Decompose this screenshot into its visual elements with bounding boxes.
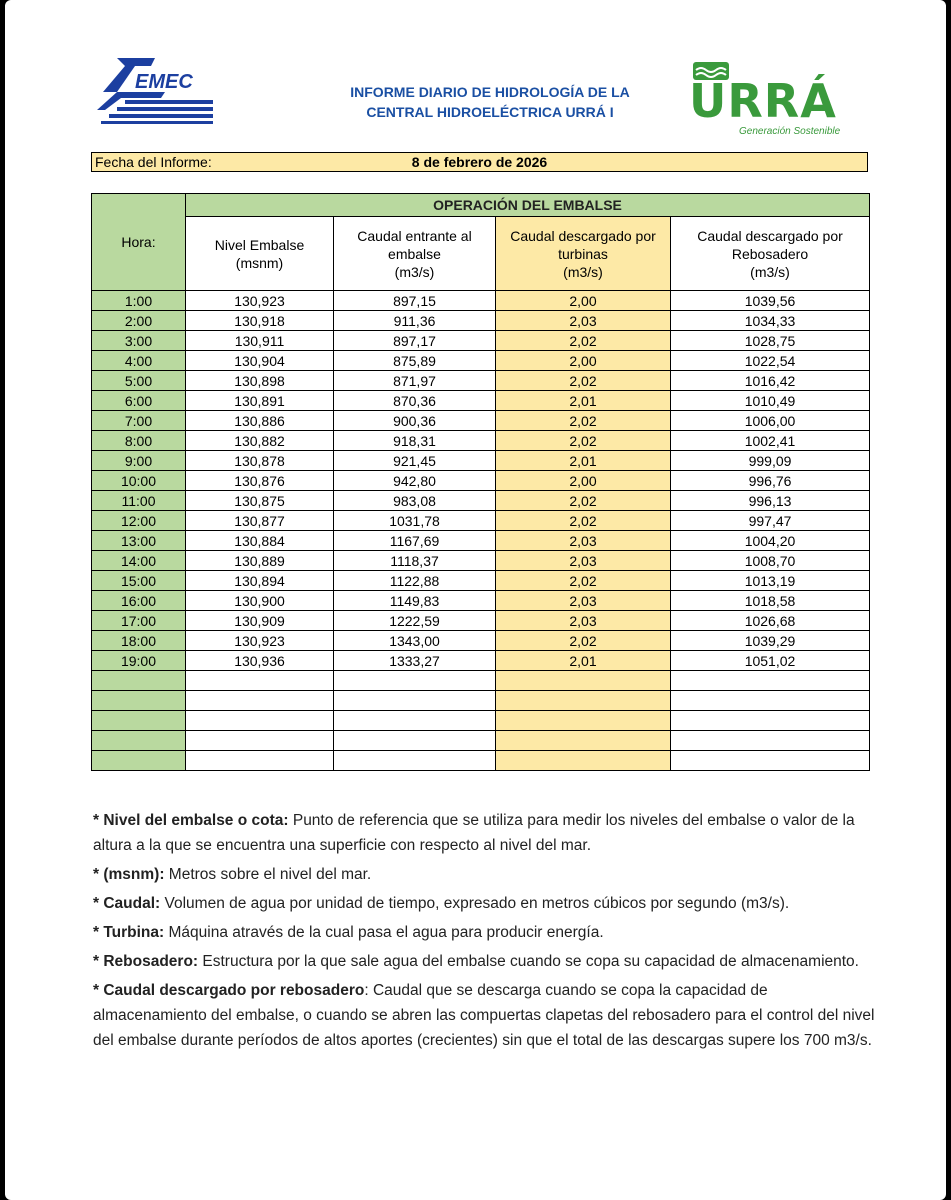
cell-rebosadero: 1026,68 — [671, 611, 870, 631]
cell-entrante: 942,80 — [334, 471, 496, 491]
report-date-bar — [91, 152, 868, 172]
cell-turbinas: 2,03 — [496, 591, 671, 611]
cell-rebosadero: 1034,33 — [671, 311, 870, 331]
cell-turbinas: 2,02 — [496, 411, 671, 431]
table-row — [92, 491, 870, 511]
report-date-value: 8 de febrero de 2026 — [411, 154, 548, 170]
cell-turbinas: 2,03 — [496, 531, 671, 551]
definition-term: * Caudal descargado por rebosadero — [93, 982, 365, 999]
cell-rebosadero: 1006,00 — [671, 411, 870, 431]
cell-hora: 14:00 — [92, 551, 186, 571]
cell-hora — [92, 671, 186, 691]
cell-entrante: 1118,37 — [334, 551, 496, 571]
cell-hora: 18:00 — [92, 631, 186, 651]
cell-nivel — [186, 691, 334, 711]
definition-note — [93, 920, 883, 945]
emec-logo — [95, 52, 215, 127]
cell-hora: 17:00 — [92, 611, 186, 631]
cell-turbinas: 2,01 — [496, 651, 671, 671]
column-header-turbinas-line3: (m3/s) — [563, 263, 603, 280]
cell-nivel: 130,894 — [186, 571, 334, 591]
cell-rebosadero — [671, 711, 870, 731]
table-row — [92, 331, 870, 351]
cell-hora: 8:00 — [92, 431, 186, 451]
table-row — [92, 671, 870, 691]
cell-entrante: 870,36 — [334, 391, 496, 411]
column-header-rebosadero-line1: Caudal descargado por — [697, 227, 843, 244]
cell-hora: 12:00 — [92, 511, 186, 531]
definition-note — [93, 862, 883, 887]
cell-rebosadero: 1039,29 — [671, 631, 870, 651]
cell-turbinas: 2,03 — [496, 611, 671, 631]
cell-nivel: 130,909 — [186, 611, 334, 631]
cell-entrante: 875,89 — [334, 351, 496, 371]
cell-hora: 7:00 — [92, 411, 186, 431]
cell-rebosadero: 1013,19 — [671, 571, 870, 591]
cell-turbinas — [496, 671, 671, 691]
definition-note — [93, 891, 883, 916]
cell-entrante: 983,08 — [334, 491, 496, 511]
table-row — [92, 631, 870, 651]
cell-nivel: 130,889 — [186, 551, 334, 571]
table-row — [92, 291, 870, 311]
column-header-entrante-line2: embalse — [388, 245, 441, 262]
cell-entrante — [334, 751, 496, 771]
cell-turbinas: 2,02 — [496, 511, 671, 531]
cell-turbinas: 2,02 — [496, 371, 671, 391]
table-row — [92, 371, 870, 391]
cell-entrante: 871,97 — [334, 371, 496, 391]
cell-hora: 13:00 — [92, 531, 186, 551]
cell-hora: 5:00 — [92, 371, 186, 391]
table-row — [92, 411, 870, 431]
column-header-turbinas-line2: turbinas — [558, 245, 608, 262]
column-header-rebosadero — [671, 217, 870, 291]
column-header-hora: Hora: — [92, 194, 186, 291]
cell-nivel: 130,877 — [186, 511, 334, 531]
cell-hora: 9:00 — [92, 451, 186, 471]
cell-entrante — [334, 711, 496, 731]
cell-nivel: 130,923 — [186, 291, 334, 311]
cell-nivel: 130,936 — [186, 651, 334, 671]
table-row — [92, 511, 870, 531]
definition-text: Punto de referencia que se utiliza para medir los niveles del embalse o valor de la altura a la que se encuentra una superficie con respecto al nivel del mar. — [93, 812, 855, 854]
cell-entrante: 1333,27 — [334, 651, 496, 671]
cell-entrante — [334, 671, 496, 691]
column-header-nivel-line1: Nivel Embalse — [214, 236, 305, 253]
cell-nivel: 130,875 — [186, 491, 334, 511]
table-row — [92, 591, 870, 611]
cell-hora: 10:00 — [92, 471, 186, 491]
table-row — [92, 311, 870, 331]
cell-hora — [92, 751, 186, 771]
cell-nivel — [186, 711, 334, 731]
cell-hora — [92, 691, 186, 711]
cell-rebosadero: 1010,49 — [671, 391, 870, 411]
cell-hora: 16:00 — [92, 591, 186, 611]
cell-nivel: 130,882 — [186, 431, 334, 451]
column-header-entrante-line1: Caudal entrante al — [357, 227, 472, 244]
table-row — [92, 571, 870, 591]
cell-rebosadero: 996,76 — [671, 471, 870, 491]
table-row — [92, 751, 870, 771]
definition-text: Estructura por la que sale agua del embalse cuando se copa su capacidad de almacenamiento. — [198, 953, 859, 970]
cell-rebosadero — [671, 691, 870, 711]
cell-hora: 1:00 — [92, 291, 186, 311]
cell-nivel: 130,898 — [186, 371, 334, 391]
cell-turbinas — [496, 751, 671, 771]
cell-turbinas — [496, 711, 671, 731]
cell-turbinas: 2,00 — [496, 291, 671, 311]
table-row — [92, 731, 870, 751]
cell-rebosadero: 1028,75 — [671, 331, 870, 351]
cell-entrante: 1031,78 — [334, 511, 496, 531]
column-header-entrante-line3: (m3/s) — [394, 263, 435, 280]
cell-entrante — [334, 731, 496, 751]
definitions-notes — [93, 808, 883, 1057]
cell-nivel: 130,900 — [186, 591, 334, 611]
table-row — [92, 471, 870, 491]
column-header-nivel-line2: (msnm) — [235, 254, 284, 271]
cell-nivel — [186, 731, 334, 751]
table-row — [92, 611, 870, 631]
definition-note — [93, 978, 883, 1053]
cell-nivel — [186, 671, 334, 691]
column-header-rebosadero-line3: (m3/s) — [750, 263, 790, 280]
cell-hora: 3:00 — [92, 331, 186, 351]
definition-note — [93, 949, 883, 974]
emec-logo-graphic — [95, 52, 215, 127]
definition-term: * (msnm): — [93, 866, 165, 883]
cell-nivel: 130,876 — [186, 471, 334, 491]
cell-entrante: 911,36 — [334, 311, 496, 331]
cell-nivel: 130,918 — [186, 311, 334, 331]
cell-hora — [92, 711, 186, 731]
cell-turbinas: 2,03 — [496, 311, 671, 331]
cell-turbinas: 2,01 — [496, 451, 671, 471]
report-page — [5, 0, 946, 1200]
cell-hora: 4:00 — [92, 351, 186, 371]
cell-entrante: 897,17 — [334, 331, 496, 351]
definition-text: Máquina através de la cual pasa el agua para producir energía. — [164, 924, 604, 941]
cell-entrante: 921,45 — [334, 451, 496, 471]
cell-hora: 2:00 — [92, 311, 186, 331]
table-row — [92, 651, 870, 671]
cell-turbinas — [496, 731, 671, 751]
report-title-line2: CENTRAL HIDROELÉCTRICA URRÁ I — [366, 104, 614, 120]
definition-note — [93, 808, 883, 858]
table-row — [92, 691, 870, 711]
cell-rebosadero — [671, 671, 870, 691]
cell-turbinas: 2,02 — [496, 571, 671, 591]
urra-logo-wordmark: URRÁ — [689, 74, 837, 128]
urra-logo — [689, 60, 854, 140]
cell-entrante: 1149,83 — [334, 591, 496, 611]
cell-hora: 15:00 — [92, 571, 186, 591]
cell-hora — [92, 731, 186, 751]
cell-nivel: 130,904 — [186, 351, 334, 371]
cell-rebosadero: 999,09 — [671, 451, 870, 471]
cell-nivel: 130,891 — [186, 391, 334, 411]
urra-logo-subtitle: Generación Sostenible — [739, 126, 841, 137]
definition-term: * Caudal: — [93, 895, 161, 912]
table-row — [92, 351, 870, 371]
cell-rebosadero: 1002,41 — [671, 431, 870, 451]
definition-term: * Rebosadero: — [93, 953, 199, 970]
cell-nivel: 130,911 — [186, 331, 334, 351]
cell-rebosadero — [671, 751, 870, 771]
group-header-operacion: OPERACIÓN DEL EMBALSE — [186, 194, 870, 217]
table-row — [92, 431, 870, 451]
report-date-label: Fecha del Informe: — [95, 154, 212, 170]
cell-nivel: 130,923 — [186, 631, 334, 651]
report-title-line1: INFORME DIARIO DE HIDROLOGÍA DE LA — [350, 84, 630, 100]
table-row — [92, 451, 870, 471]
definition-term: * Nivel del embalse o cota: — [93, 812, 289, 829]
cell-nivel — [186, 751, 334, 771]
cell-turbinas: 2,02 — [496, 631, 671, 651]
column-header-nivel — [186, 217, 334, 291]
cell-rebosadero: 1016,42 — [671, 371, 870, 391]
cell-rebosadero: 1051,02 — [671, 651, 870, 671]
column-header-turbinas — [496, 217, 671, 291]
cell-nivel: 130,884 — [186, 531, 334, 551]
cell-rebosadero — [671, 731, 870, 751]
cell-turbinas: 2,02 — [496, 331, 671, 351]
cell-entrante: 1122,88 — [334, 571, 496, 591]
cell-entrante: 1343,00 — [334, 631, 496, 651]
cell-turbinas: 2,00 — [496, 351, 671, 371]
cell-turbinas: 2,00 — [496, 471, 671, 491]
table-row — [92, 551, 870, 571]
emec-logo-text: EMEC — [135, 71, 193, 93]
column-header-rebosadero-line2: Rebosadero — [731, 245, 809, 262]
report-title — [325, 82, 655, 122]
column-header-entrante — [334, 217, 496, 291]
cell-rebosadero: 996,13 — [671, 491, 870, 511]
cell-rebosadero: 1022,54 — [671, 351, 870, 371]
cell-nivel: 130,886 — [186, 411, 334, 431]
hydrology-table-body — [92, 291, 870, 771]
column-header-turbinas-line1: Caudal descargado por — [510, 227, 656, 244]
cell-entrante — [334, 691, 496, 711]
table-row — [92, 391, 870, 411]
cell-hora: 6:00 — [92, 391, 186, 411]
cell-nivel: 130,878 — [186, 451, 334, 471]
cell-turbinas: 2,02 — [496, 491, 671, 511]
cell-rebosadero: 997,47 — [671, 511, 870, 531]
table-row — [92, 711, 870, 731]
cell-turbinas: 2,01 — [496, 391, 671, 411]
cell-hora: 11:00 — [92, 491, 186, 511]
cell-entrante: 1167,69 — [334, 531, 496, 551]
definition-term: * Turbina: — [93, 924, 165, 941]
cell-rebosadero: 1008,70 — [671, 551, 870, 571]
cell-entrante: 1222,59 — [334, 611, 496, 631]
cell-entrante: 900,36 — [334, 411, 496, 431]
cell-turbinas — [496, 691, 671, 711]
cell-rebosadero: 1018,58 — [671, 591, 870, 611]
cell-rebosadero: 1004,20 — [671, 531, 870, 551]
cell-turbinas: 2,02 — [496, 431, 671, 451]
cell-entrante: 897,15 — [334, 291, 496, 311]
definition-text: : Caudal que se descarga cuando se copa la capacidad de almacenamiento del embalse, o cuando se abren las compuertas clapetas del rebosadero para el control del nivel del embalse durante períodos de altos aportes (crecientes) sin que el total de las descargas supere los 700 m3/s. — [93, 982, 875, 1049]
definition-text: Volumen de agua por unidad de tiempo, expresado en metros cúbicos por segundo (m3/s). — [160, 895, 790, 912]
cell-turbinas: 2,03 — [496, 551, 671, 571]
cell-rebosadero: 1039,56 — [671, 291, 870, 311]
definition-text: Metros sobre el nivel del mar. — [164, 866, 372, 883]
hydrology-table — [91, 193, 870, 771]
cell-hora: 19:00 — [92, 651, 186, 671]
table-row — [92, 531, 870, 551]
cell-entrante: 918,31 — [334, 431, 496, 451]
